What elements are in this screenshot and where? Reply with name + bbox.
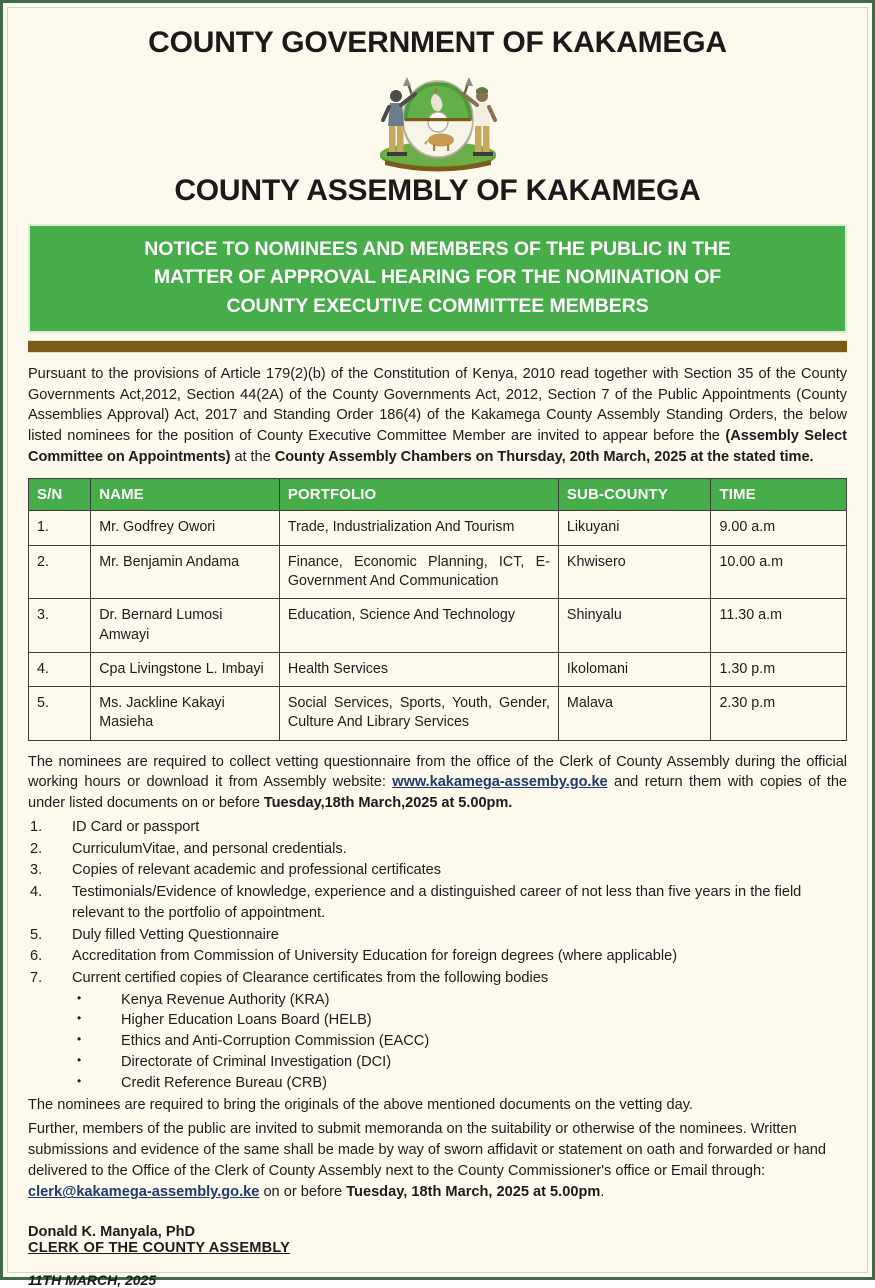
intro-venue-bold: County Assembly Chambers on Thursday, 20th March, 2025 at the stated time. xyxy=(274,448,814,465)
table-row xyxy=(29,652,847,686)
bullet-icon: • xyxy=(77,1011,82,1026)
cell-portfolio: Education, Science And Technology xyxy=(279,599,558,653)
list-item-text: Kenya Revenue Authority (KRA) xyxy=(121,991,330,1008)
list-item-text: Duly filled Vetting Questionnaire xyxy=(72,926,279,943)
memoranda-period: . xyxy=(600,1184,605,1201)
banner-line-2: MATTER OF APPROVAL HEARING FOR THE NOMINATION OF xyxy=(153,266,722,289)
cell-name: Cpa Livingstone L. Imbayi xyxy=(91,652,280,686)
table-row xyxy=(29,545,847,599)
list-item xyxy=(73,990,847,1011)
column-header-time: TIME xyxy=(711,479,847,511)
list-item xyxy=(28,946,847,967)
cell-portfolio: Trade, Industrialization And Tourism xyxy=(279,511,558,545)
nominees-table xyxy=(28,478,847,740)
intro-paragraph xyxy=(28,364,847,468)
cell-name: Mr. Benjamin Andama xyxy=(91,545,280,599)
list-item xyxy=(28,968,847,989)
list-item-text: Copies of relevant academic and professional certificates xyxy=(72,862,442,879)
cell-name: Dr. Bernard Lumosi Amwayi xyxy=(91,599,280,653)
list-item xyxy=(28,817,847,838)
intro-committee-bold: (Assembly Select Committee on Appointments) xyxy=(28,427,847,465)
table-row xyxy=(29,511,847,545)
list-marker: 7. xyxy=(30,969,43,986)
cell-portfolio: Health Services xyxy=(279,652,558,686)
bullet-icon: • xyxy=(77,990,82,1005)
county-government-title: COUNTY GOVERNMENT OF KAKAMEGA xyxy=(148,26,727,59)
cell-sn: 1. xyxy=(29,511,91,545)
cell-time: 1.30 p.m xyxy=(711,652,847,686)
brown-divider-bar xyxy=(28,340,847,353)
memoranda-paragraph xyxy=(28,1119,847,1204)
list-item-text: CurriculumVitae, and personal credentials. xyxy=(72,840,347,857)
bullet-icon: • xyxy=(77,1073,82,1088)
table-row xyxy=(29,687,847,741)
memoranda-text-part2: on or before xyxy=(259,1184,347,1201)
list-marker: 1. xyxy=(30,818,43,835)
list-item-text: Current certified copies of Clearance certificates from the following bodies xyxy=(72,969,549,986)
table-header-row xyxy=(29,479,847,511)
cell-name: Mr. Godfrey Owori xyxy=(91,511,280,545)
list-item-text: Credit Reference Bureau (CRB) xyxy=(121,1074,328,1091)
intro-text-part2: at the xyxy=(230,448,275,465)
notice-date: 11TH MARCH, 2025 xyxy=(28,1271,157,1288)
memoranda-deadline: Tuesday, 18th March, 2025 at 5.00pm xyxy=(346,1184,601,1201)
list-item-text: ID Card or passport xyxy=(72,818,200,835)
cell-name: Ms. Jackline Kakayi Masieha xyxy=(91,687,280,741)
collection-paragraph xyxy=(28,752,847,814)
memoranda-text-part1: Further, members of the public are invited to submit memoranda on the suitability or otherwise of the nominees. Written submissions and evidence of the same shall be made by way of sworn affidavit or statement on oath and forwarded or hand delivered to the Office of the Clerk of County Assembly next to the County Commissioner's office or Email through: xyxy=(28,1120,826,1180)
list-marker: 4. xyxy=(30,884,43,901)
clerk-name: Donald K. Manyala, PhD xyxy=(28,1223,196,1240)
cell-sn: 4. xyxy=(29,652,91,686)
cell-sub-county: Malava xyxy=(558,687,711,741)
bullet-icon: • xyxy=(77,1052,82,1067)
collection-text-part2: and return them with copies of the under listed documents on or before xyxy=(28,774,847,812)
intro-text-part1: Pursuant to the provisions of Article 179(2)(b) of the Constitution of Kenya, 2010 read together with Section 35 of the County Governments Act,2012, Section 44(2A) of the County Governments Act, 2012, Section 7 of the Public Appointments (County Assemblies Approval) Act, 2017 and Standing Order 186(4) of the Kakamega County Assembly Standing Orders, the below listed nominees for the position of County Executive Committee Member are invited to appear before the xyxy=(28,365,847,444)
column-header-sub-county: SUB-COUNTY xyxy=(558,479,711,511)
list-item xyxy=(28,860,847,881)
cell-sub-county: Likuyani xyxy=(558,511,711,545)
cell-sn: 2. xyxy=(29,545,91,599)
cell-time: 11.30 a.m xyxy=(711,599,847,653)
signature-block xyxy=(28,1224,847,1256)
cell-time: 2.30 p.m xyxy=(711,687,847,741)
list-marker: 6. xyxy=(30,948,43,965)
cell-sub-county: Khwisero xyxy=(558,545,711,599)
list-item-text: Directorate of Criminal Investigation (DCI) xyxy=(121,1053,392,1070)
assembly-website-link[interactable]: www.kakamega-assemby.go.ke xyxy=(392,774,608,791)
collection-text-part1: The nominees are required to collect vetting questionnaire from the office of the Clerk of County Assembly during the official working hours or download it from Assembly website: xyxy=(28,753,847,791)
cell-sn: 3. xyxy=(29,599,91,653)
cell-portfolio: Finance, Economic Planning, ICT, E-Government And Communication xyxy=(279,545,558,599)
list-item xyxy=(73,1010,847,1031)
list-item-text: Testimonials/Evidence of knowledge, experience and a distinguished career of not less than five years in the field relevant to the portfolio of appointment. xyxy=(72,884,802,921)
cell-sub-county: Shinyalu xyxy=(558,599,711,653)
list-item xyxy=(28,839,847,860)
cell-portfolio: Social Services, Sports, Youth, Gender, Culture And Library Services xyxy=(279,687,558,741)
list-marker: 5. xyxy=(30,926,43,943)
list-item xyxy=(28,925,847,946)
cell-sn: 5. xyxy=(29,687,91,741)
clearance-bodies-list xyxy=(73,990,847,1094)
kakamega-coat-of-arms-icon xyxy=(363,64,513,172)
list-marker: 3. xyxy=(30,862,43,879)
required-documents-list xyxy=(28,817,847,989)
banner-line-3: COUNTY EXECUTIVE COMMITTEE MEMBERS xyxy=(226,294,649,317)
column-header-name: NAME xyxy=(91,479,280,511)
originals-paragraph: The nominees are required to bring the originals of the above mentioned documents on the vetting day. xyxy=(28,1097,693,1114)
table-row xyxy=(29,599,847,653)
notice-page-inner xyxy=(7,7,868,1288)
list-item-text: Higher Education Loans Board (HELB) xyxy=(121,1012,372,1029)
clerk-email-link[interactable]: clerk@kakamega-assembly.go.ke xyxy=(28,1184,260,1201)
list-item xyxy=(73,1052,847,1073)
coat-of-arms-emblem xyxy=(28,64,847,172)
list-item xyxy=(28,882,847,923)
county-assembly-title: COUNTY ASSEMBLY OF KAKAMEGA xyxy=(174,174,701,207)
cell-time: 10.00 a.m xyxy=(711,545,847,599)
list-item-text: Accreditation from Commission of University Education for foreign degrees (where applicable) xyxy=(72,948,678,965)
notice-banner xyxy=(28,224,847,333)
cell-sub-county: Ikolomani xyxy=(558,652,711,686)
cell-time: 9.00 a.m xyxy=(711,511,847,545)
banner-line-1: NOTICE TO NOMINEES AND MEMBERS OF THE PUBLIC IN THE xyxy=(144,238,731,260)
column-header-sn: S/N xyxy=(29,479,91,511)
list-item xyxy=(73,1073,847,1094)
list-item xyxy=(73,1031,847,1052)
bullet-icon: • xyxy=(77,1032,82,1047)
list-marker: 2. xyxy=(30,840,43,857)
list-item-text: Ethics and Anti-Corruption Commission (EACC) xyxy=(121,1033,430,1050)
column-header-portfolio: PORTFOLIO xyxy=(279,479,558,511)
collection-deadline: Tuesday,18th March,2025 at 5.00pm. xyxy=(263,795,513,812)
clerk-role: CLERK OF THE COUNTY ASSEMBLY xyxy=(28,1239,291,1256)
